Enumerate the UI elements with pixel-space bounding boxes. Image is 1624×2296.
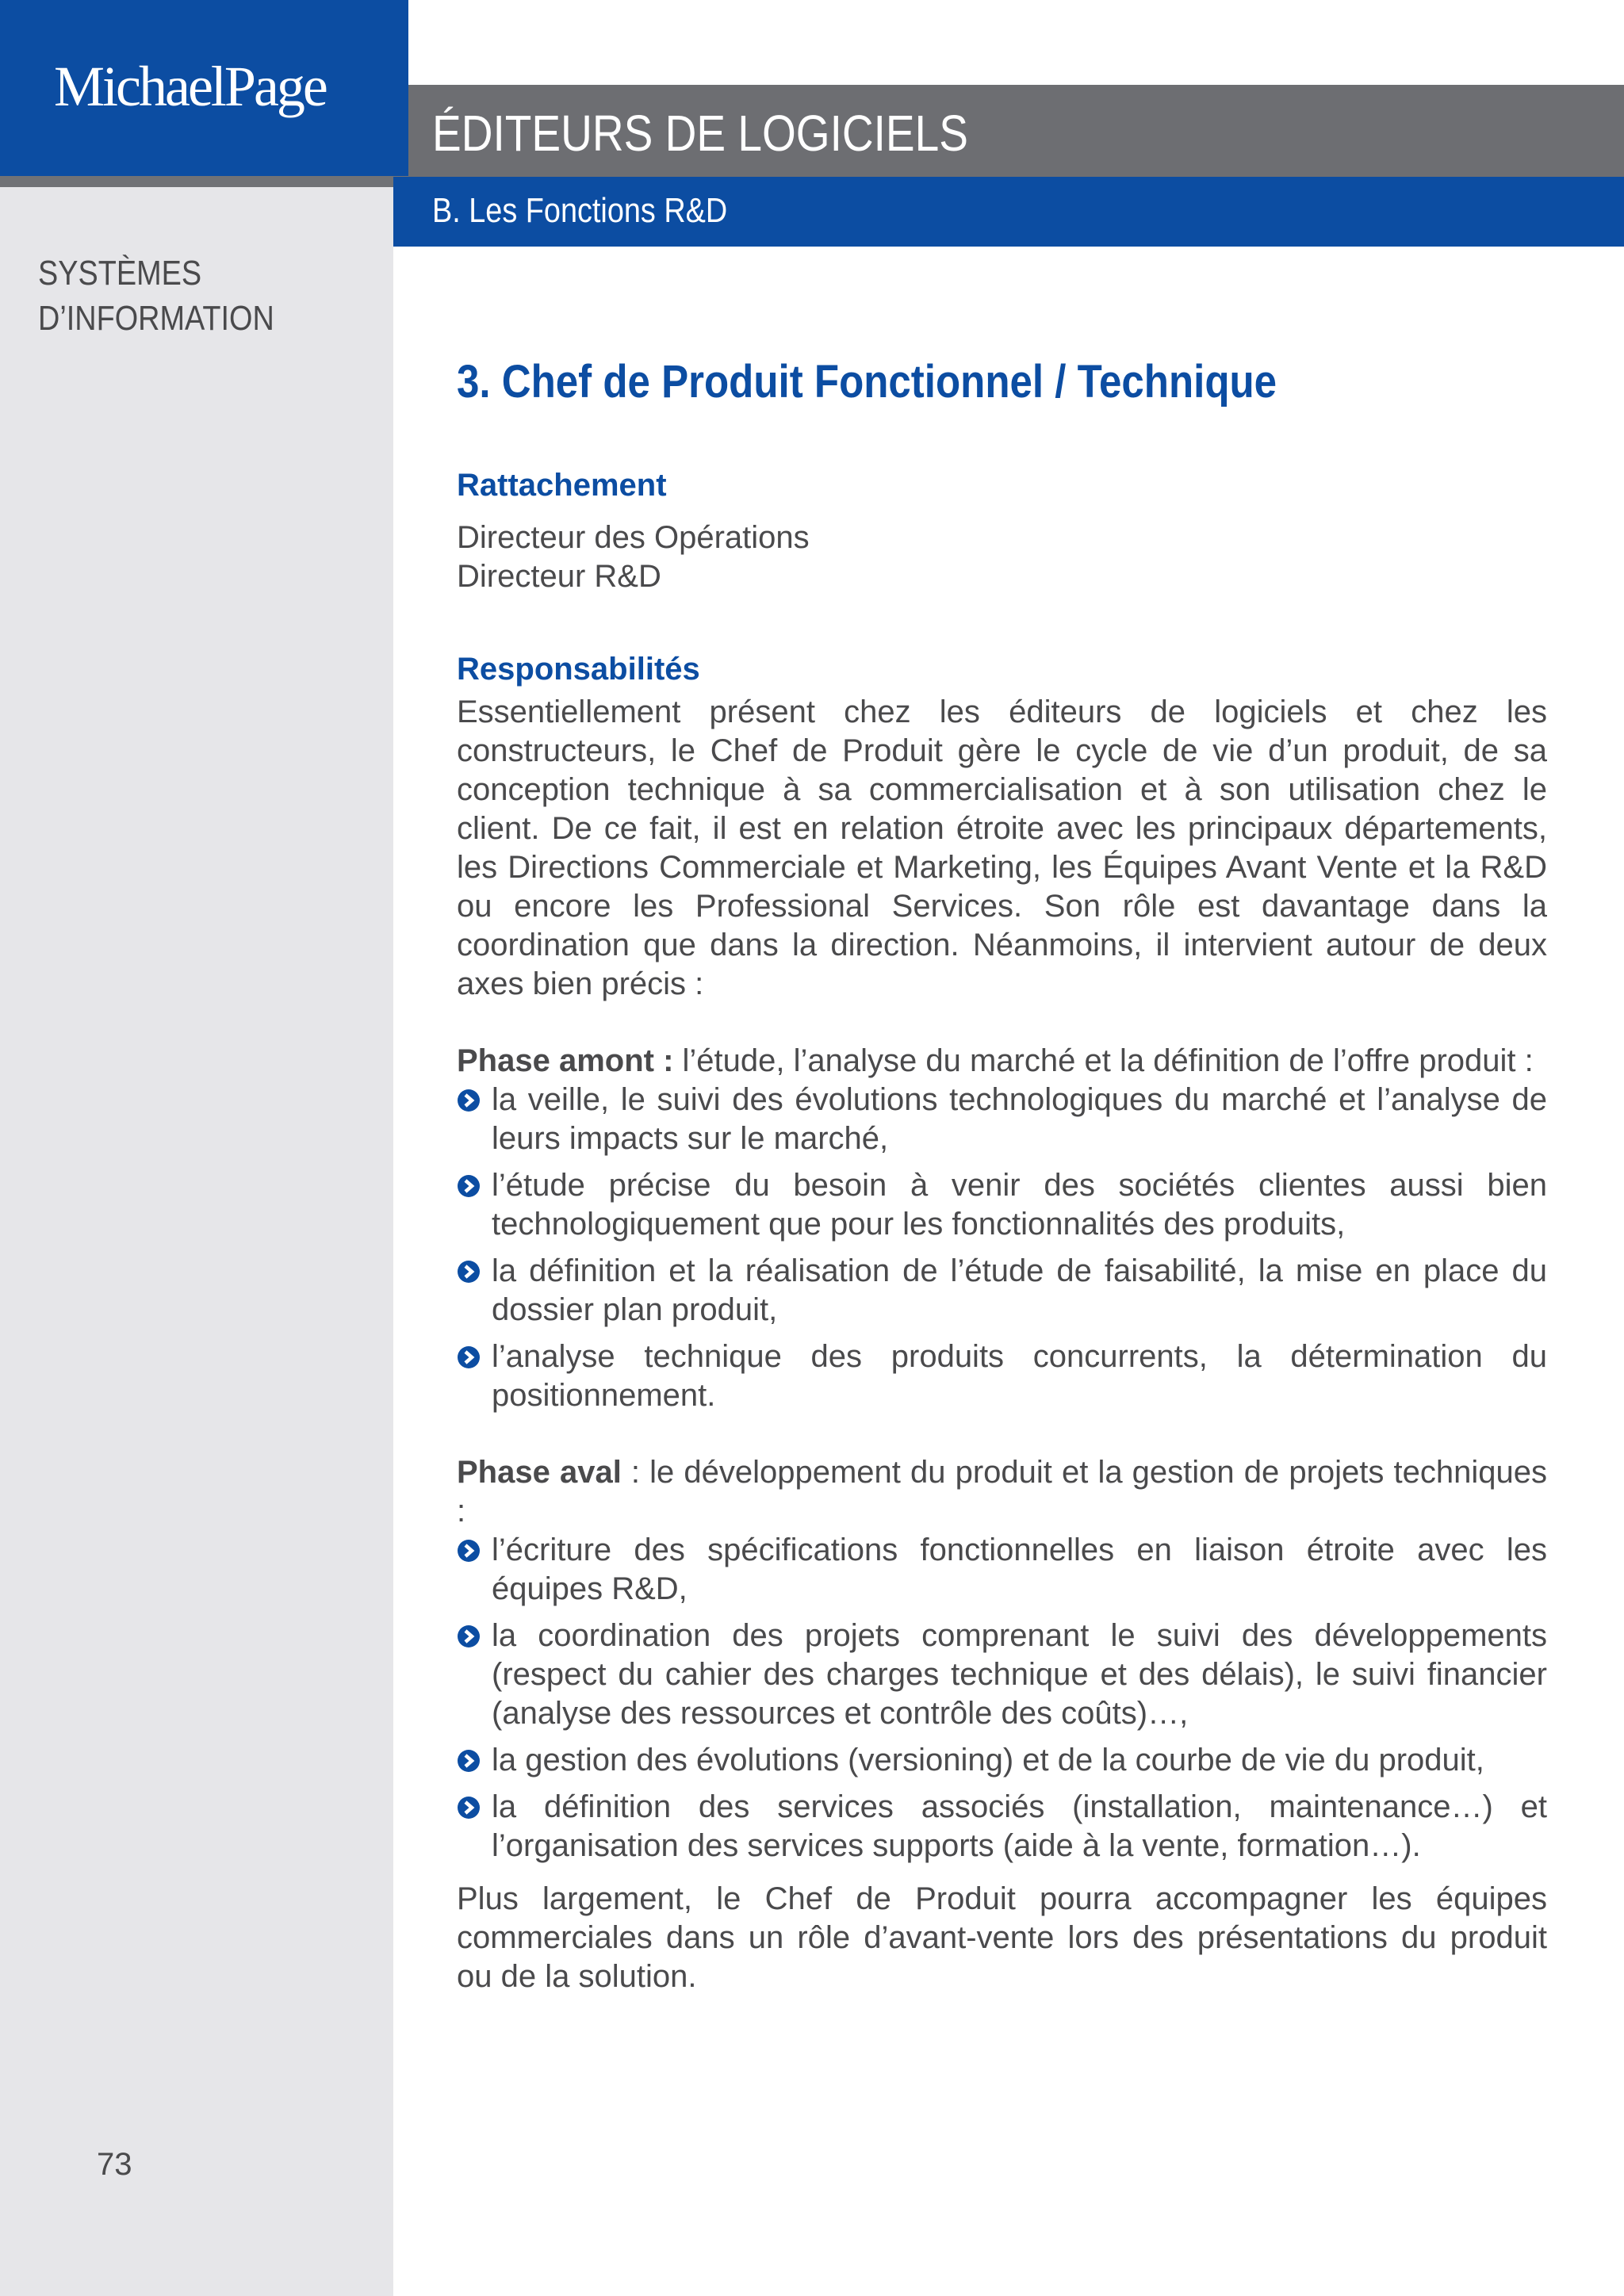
- list-item: l’analyse technique des produits concurrents, la détermination du positionnement.: [457, 1337, 1547, 1415]
- chevron-right-circle-icon: [457, 1749, 481, 1773]
- chevron-right-circle-icon: [457, 1796, 481, 1820]
- main-content: [457, 349, 1547, 1996]
- phase-aval-intro: [457, 1453, 1547, 1531]
- phase-aval-list: [457, 1531, 1547, 1866]
- header-title-bar: [408, 85, 1624, 177]
- chevron-right-circle-icon: [457, 1260, 481, 1284]
- list-item: l’écriture des spécifications fonctionnelles en liaison étroite avec les équipes R&D,: [457, 1531, 1547, 1609]
- list-item: la définition et la réalisation de l’étude de faisabilité, la mise en place du dossier plan produit,: [457, 1252, 1547, 1330]
- rattachement-line-1: Directeur des Opérations: [457, 520, 810, 555]
- brand-logo: MichaelPage: [54, 55, 326, 118]
- responsabilites-intro: Essentiellement présent chez les éditeurs de logiciels et chez les constructeurs, le Chef de Produit gère le cycle de vie d’un produit, de sa conception technique à sa commercialisation et à son utilisation chez le client. De ce fait, il est en relation étroite avec les principaux départements, les Directions Commerciale et Marketing, les Équipes Avant Vente et la R&D ou encore les Professional Services. Son rôle est davantage dans la coordination que dans la direction. Néanmoins, il intervient autour de deux axes bien précis :: [457, 695, 1547, 1001]
- chevron-right-circle-icon: [457, 1345, 481, 1369]
- phase-amont-intro: [457, 1042, 1547, 1081]
- section-label-line1: SYSTÈMES: [38, 254, 202, 293]
- section-label-line2: D’INFORMATION: [38, 299, 274, 338]
- page-number: 73: [97, 2147, 132, 2182]
- phase-amont-label: Phase amont :: [457, 1043, 674, 1078]
- rattachement-line-2: Directeur R&D: [457, 559, 661, 594]
- sidebar: [0, 0, 393, 2296]
- list-item: la coordination des projets comprenant le suivi des développements (respect du cahier des charges technique et des délais), le suivi financier (analyse des ressources et contrôle des coûts)…,: [457, 1617, 1547, 1733]
- chevron-right-circle-icon: [457, 1089, 481, 1112]
- list-item: la gestion des évolutions (versioning) et de la courbe de vie du produit,: [457, 1741, 1547, 1780]
- list-item: l’étude précise du besoin à venir des sociétés clientes aussi bien technologiquement que pour les fonctionnalités des produits,: [457, 1166, 1547, 1244]
- responsabilites-heading: Responsabilités: [457, 652, 700, 687]
- list-item: la veille, le suivi des évolutions technologiques du marché et l’analyse de leurs impacts sur le marché,: [457, 1081, 1547, 1158]
- header-title: ÉDITEURS DE LOGICIELS: [432, 105, 968, 162]
- header-subtitle: B. Les Fonctions R&D: [432, 191, 728, 230]
- rattachement-heading: Rattachement: [457, 468, 667, 503]
- header-subtitle-bar: [393, 177, 1624, 247]
- phase-aval-text: : le développement du produit et la gestion de projets techniques :: [457, 1455, 1547, 1529]
- logo-box: [0, 0, 408, 176]
- page-title: 3. Chef de Produit Fonctionnel / Technique: [457, 356, 1277, 408]
- conclusion-paragraph: Plus largement, le Chef de Produit pourra accompagner les équipes commerciales dans un rôle d’avant-vente lors des présentations du produit ou de la solution.: [457, 1881, 1547, 1994]
- phase-amont-text: l’étude, l’analyse du marché et la définition de l’offre produit :: [673, 1043, 1534, 1078]
- chevron-right-circle-icon: [457, 1624, 481, 1648]
- list-item: la définition des services associés (installation, maintenance…) et l’organisation des services supports (aide à la vente, formation…).: [457, 1788, 1547, 1866]
- phase-amont-list: [457, 1081, 1547, 1415]
- chevron-right-circle-icon: [457, 1539, 481, 1563]
- phase-aval-label: Phase aval: [457, 1455, 622, 1490]
- section-label: [38, 251, 274, 341]
- logo-underbar: [0, 176, 408, 187]
- chevron-right-circle-icon: [457, 1174, 481, 1198]
